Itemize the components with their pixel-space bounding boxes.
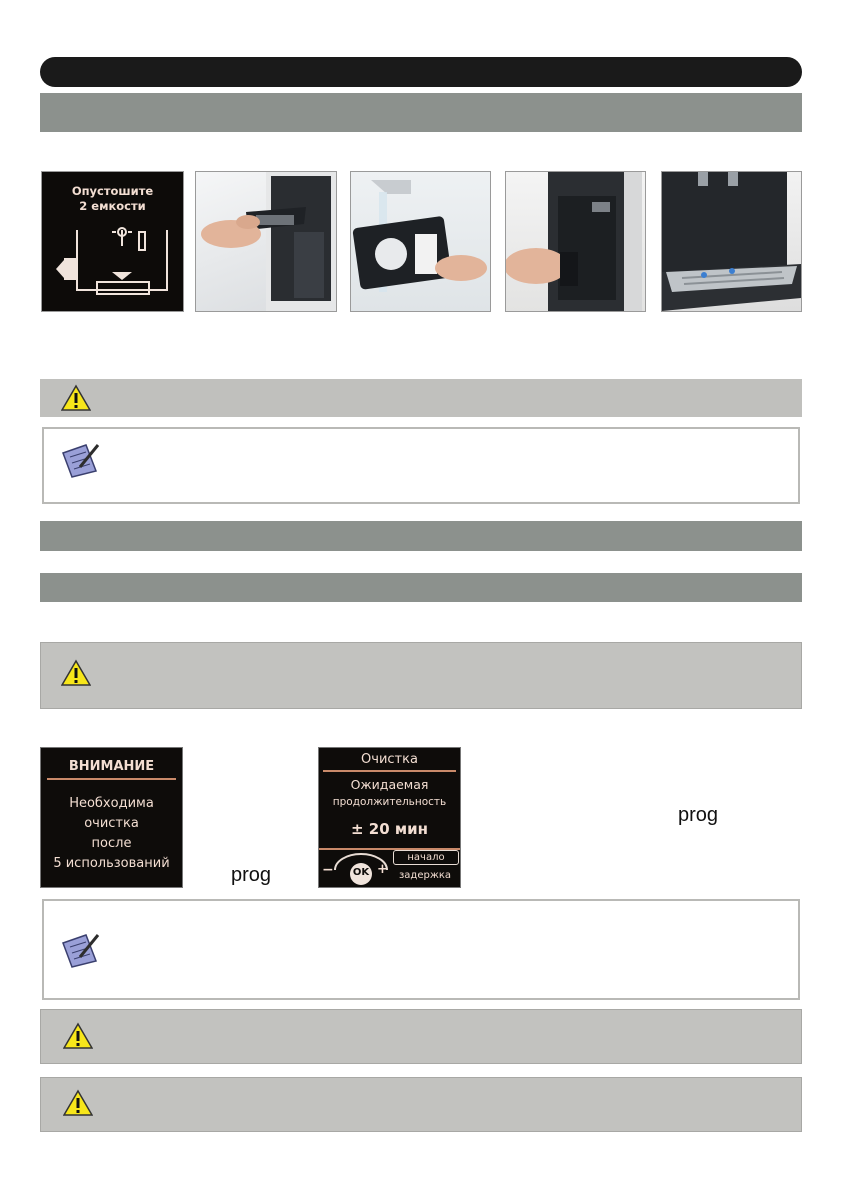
delay-option: задержка [398,870,452,881]
panel-line-1: Опустошите [71,184,154,198]
screen-divider [323,770,456,772]
warning-triangle-icon [61,659,91,687]
screen-attention-header: ВНИМАНИЕ [68,759,155,774]
photo-drip-tray [661,171,802,312]
warning-box-2 [40,642,802,709]
ok-button: OK [352,867,370,878]
start-option: начало [393,850,459,865]
note-box-1 [42,427,800,504]
rinse-under-tap-icon [351,172,490,311]
warning-band-1 [40,379,802,417]
photo-remove-tray [195,171,337,312]
header-bar [40,57,802,87]
warning-triangle-icon [63,1089,93,1117]
hand-remove-tray-icon [196,172,336,311]
screen-cleaning-header: Очистка [361,752,418,767]
drip-tray-icon [662,172,801,311]
screen-attention-line-1: Необходима [69,796,154,811]
screen-cleaning-line-2: продолжительность [332,796,447,808]
minus-sign: − [322,862,334,878]
warning-triangle-icon [63,1022,93,1050]
screen-cleaning-line-1: Ожидаемая [350,777,429,792]
hand-insert-tray-icon [506,172,645,311]
note-box-2 [42,899,800,1000]
section-band-2 [40,521,802,551]
warning-box-4 [40,1077,802,1132]
screen-attention-line-3: после [91,836,132,851]
screen-attention-line-2: очистка [84,816,139,831]
photo-insert-tray [505,171,646,312]
screen-attention-line-4: 5 использований [53,856,170,871]
section-band-top [40,93,802,132]
prog-label-1: prog [231,864,272,886]
photo-rinse-tray [350,171,491,312]
screen-cleaning [318,747,461,888]
panel-line-2: 2 емкости [79,199,146,213]
note-pencil-icon [60,441,100,479]
warning-box-3 [40,1009,802,1064]
machine-drawer-icon [42,172,183,311]
screen-attention [40,747,183,888]
prog-label-2: prog [678,804,719,826]
screen-divider [47,778,176,780]
screen-cleaning-duration: ± 20 мин [350,820,429,838]
warning-triangle-icon [61,384,91,412]
note-pencil-icon [60,931,100,969]
photo-empty-containers-screen [41,171,184,312]
section-band-3 [40,573,802,602]
plus-sign: + [377,862,388,877]
